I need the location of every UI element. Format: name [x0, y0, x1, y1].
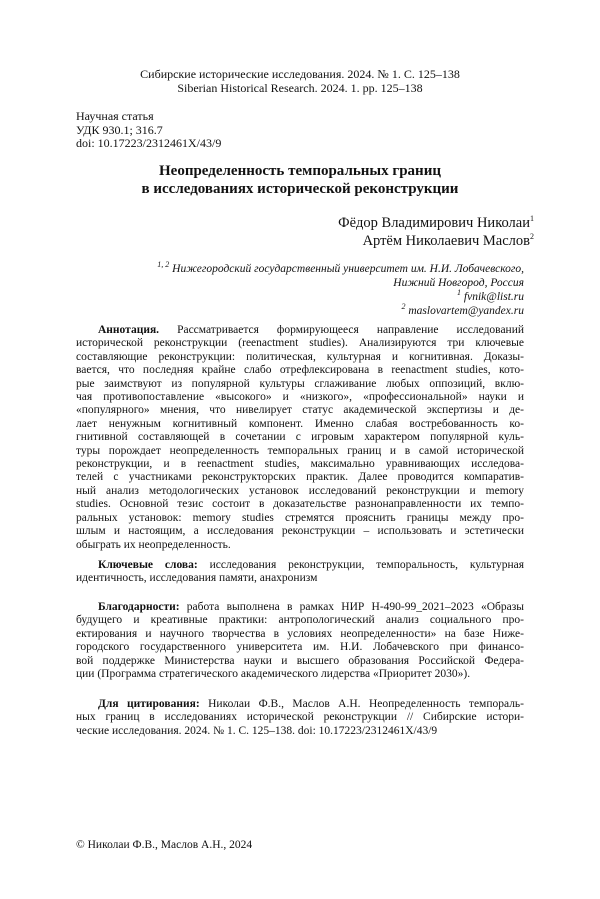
abstract-line: «популярного» мнения, что нивелирует статус академической экспертизы и де-: [76, 404, 524, 417]
author-sup: 1: [530, 214, 534, 224]
udk-code: УДК 930.1; 316.7: [76, 122, 163, 137]
title-line-1: Неопределенность темпоральных границ: [159, 163, 441, 179]
affiliation-text: Нижегородский государственный университет им. Н.И. Лобачевского,: [172, 263, 524, 275]
abstract-line: рые заимствуют из популярной культуры сглаживание любых оппозиций, вклю-: [76, 377, 524, 390]
thanks-line: ектирования и научного творчества в условиях неопределенности» на базе Ниже-: [76, 627, 524, 640]
keywords-line: Ключевые слова: исследования реконструкции, темпоральность, культурная: [98, 559, 524, 571]
abstract: [76, 324, 524, 552]
abstract-line: гнитивной составляющей в сочетании с игровым характером популярной куль-: [76, 431, 524, 444]
email-2: [157, 304, 524, 318]
abstract-label: Аннотация.: [98, 324, 160, 336]
abstract-line: исторической реконструкции (reenactment studies). Анализируются три ключевые: [76, 337, 524, 350]
abstract-line: туры порождает неопределенность темпоральных границ и в самой исторической: [76, 444, 524, 457]
keywords-line: идентичность, исследования памяти, анахронизм: [76, 572, 318, 585]
citation-line: Для цитирования: Николаи Ф.В., Маслов А.Н. Неопределенность темпораль-: [98, 698, 525, 710]
keywords: [76, 559, 524, 586]
thanks-line: будущего и креативные практики: антропологический анализ социального про-: [76, 614, 524, 627]
copyright: © Николаи Ф.В., Маслов А.Н., 2024: [76, 839, 253, 851]
abstract-line: шлым и настоящим, а исследования реконструкции – использовать и эстетически: [76, 525, 524, 538]
email-1: [157, 290, 524, 304]
citation-line: ных границ в исследованиях исторической реконструкции // Сибирские истори-: [76, 711, 524, 724]
article-meta: [76, 110, 221, 151]
acknowledgements: [76, 601, 524, 681]
journal-header: [0, 67, 600, 95]
article-type: Научная статья: [76, 109, 154, 123]
author-sup: 2: [530, 231, 534, 241]
affiliation: [157, 262, 524, 318]
citation: [76, 698, 524, 738]
authors: [338, 215, 534, 250]
abstract-line: вается, что последняя крайне слабо отрефлексирована в reenactment studies, кото-: [76, 364, 524, 377]
affiliation-line-1: [157, 262, 524, 276]
article-title: [0, 163, 600, 198]
keywords-label: Ключевые слова:: [98, 559, 198, 571]
abstract-line: Аннотация. Рассматривается формирующееся направление исследований: [98, 324, 525, 336]
abstract-line: чая противопоставление «высокого» и «низкого», «профессиональной» науки и: [76, 391, 524, 404]
abstract-line: обыграть их неопределенность.: [76, 538, 231, 551]
thanks-line: городского государственного университета им. Н.И. Лобачевского при финансо-: [76, 641, 524, 654]
thanks-line: ции (Программа стратегического академического лидерства «Приоритет 2030»).: [76, 668, 471, 681]
abstract-line: ный анализ методологических установок исследований реконструкции и memory: [76, 484, 524, 497]
journal-line-ru: Сибирские исторические исследования. 2024. № 1. С. 125–138: [140, 67, 460, 81]
journal-line-en: Siberian Historical Research. 2024. 1. pp. 125–138: [177, 81, 423, 95]
abstract-line: составляющие реконструкции: политическая, культурная и когнитивная. Доказы-: [76, 350, 524, 363]
thanks-label: Благодарности:: [98, 601, 180, 613]
email-sup: 2: [401, 302, 406, 312]
affiliation-line-2: Нижний Новгород, Россия: [393, 277, 524, 289]
email-address: fvnik@list.ru: [463, 291, 524, 303]
citation-line: ческие исследования. 2024. № 1. С. 125–138. doi: 10.17223/2312461X/43/9: [76, 724, 438, 737]
abstract-line: реконструкции, и в reenactment studies, максимально уравнивающих исследова-: [76, 458, 524, 471]
citation-label: Для цитирования:: [98, 698, 200, 710]
abstract-line: лает ненужным когнитивный компонент. Именно слабая востребованность ко-: [76, 417, 524, 430]
author-2: [338, 233, 534, 251]
author-name: Фёдор Владимирович Николаи: [338, 215, 530, 231]
thanks-line: Благодарности: работа выполнена в рамках НИР Н-490-99_2021–2023 «Образы: [98, 601, 524, 613]
affiliation-sup: 1, 2: [157, 260, 170, 270]
email-sup: 1: [457, 288, 462, 298]
abstract-line: телей с участниками реконструкторских практик. Далее проводится компаратив-: [76, 471, 524, 484]
author-name: Артём Николаевич Маслов: [362, 232, 530, 249]
title-line-2: в исследованиях исторической реконструкции: [141, 180, 459, 197]
thanks-line: вой поддержке Министерства науки и высшего образования Российской Федера-: [76, 654, 524, 667]
author-1: [338, 215, 534, 233]
email-address: maslovartem@yandex.ru: [408, 305, 524, 317]
doi: doi: 10.17223/2312461X/43/9: [76, 136, 222, 150]
abstract-line: ральных установок: memory studies стремятся прояснить границы между про-: [76, 511, 524, 524]
abstract-line: studies. Основной тезис состоит в доказательстве разнонаправленности их темпо-: [76, 498, 524, 511]
